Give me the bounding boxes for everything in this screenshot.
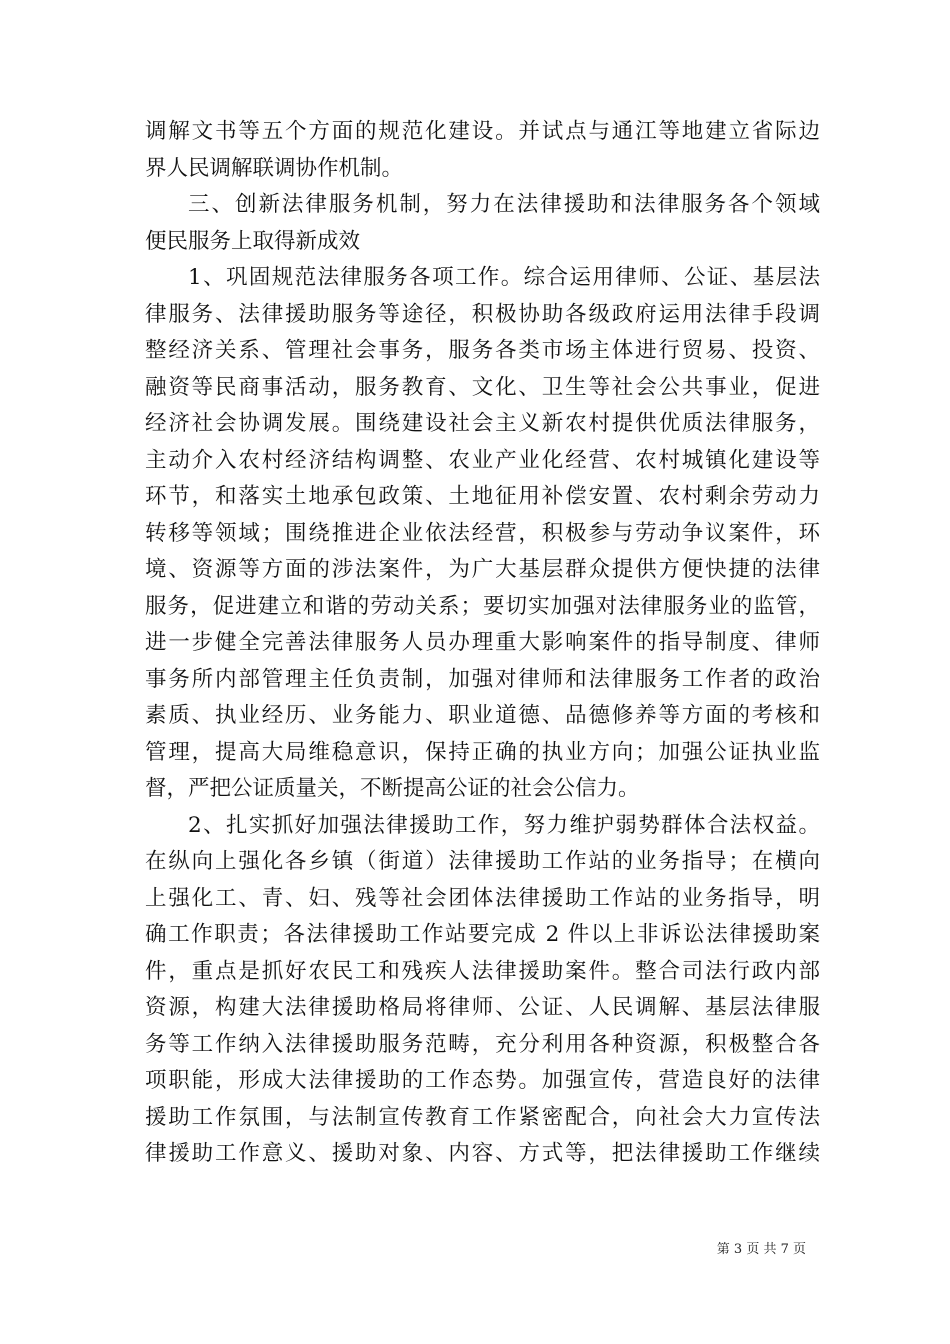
text-line: 律援助工作意义、援助对象、内容、方式等，把法律援助工作继续 [145,1141,820,1166]
text-line: 融资等民商事活动，服务教育、文化、卫生等社会公共事业，促进 [145,374,820,400]
text-line: 主动介入农村经济结构调整、农业产业化经营、农村城镇化建设等 [145,447,820,473]
text-line: 管理，提高大局维稳意识，保持正确的执业方向；加强公证执业监 [145,739,820,765]
text-line: 整经济关系、管理社会事务，服务各类市场主体进行贸易、投资、 [145,338,820,363]
text-line: 确工作职责；各法律援助工作站要完成 2 件以上非诉讼法律援助案 [145,922,820,947]
text-line: 经济社会协调发展。围绕建设社会主义新农村提供优质法律服务， [145,411,820,436]
text-line: 便民服务上取得新成效 [145,228,361,254]
text-line: 事务所内部管理主任负责制，加强对律师和法律服务工作者的政治 [145,666,820,692]
text-line: 境、资源等方面的涉法案件，为广大基层群众提供方便快捷的法律 [145,557,820,582]
text-line: 进一步健全完善法律服务人员办理重大影响案件的指导制度、律师 [145,630,820,655]
text-line: 1、巩固规范法律服务各项工作。综合运用律师、公证、基层法 [188,265,820,290]
text-line: 件，重点是抓好农民工和残疾人法律援助案件。整合司法行政内部 [145,958,820,984]
text-line: 督，严把公证质量关，不断提高公证的社会公信力。 [145,776,640,801]
text-line: 环节，和落实土地承包政策、土地征用补偿安置、农村剩余劳动力 [145,484,820,509]
text-line: 上强化工、青、妇、残等社会团体法律援助工作站的业务指导，明 [145,885,820,911]
text-line: 在纵向上强化各乡镇（街道）法律援助工作站的业务指导；在横向 [145,849,820,874]
text-line: 界人民调解联调协作机制。 [145,155,404,181]
page-number: 第 3 页 共 7 页 [716,1242,806,1257]
text-line: 转移等领域；围绕推进企业依法经营，积极参与劳动争议案件，环 [145,520,820,546]
text-line: 律服务、法律援助服务等途径，积极协助各级政府运用法律手段调 [145,301,820,327]
text-line: 项职能，形成大法律援助的工作态势。加强宣传，营造良好的法律 [145,1068,820,1093]
text-line: 调解文书等五个方面的规范化建设。并试点与通江等地建立省际边 [145,119,820,144]
text-line: 资源，构建大法律援助格局将律师、公证、人民调解、基层法律服 [145,995,820,1020]
text-line: 服务，促进建立和谐的劳动关系；要切实加强对法律服务业的监管， [145,593,820,619]
text-line: 素质、执业经历、业务能力、职业道德、品德修养等方面的考核和 [145,703,820,728]
text-line: 2、扎实抓好加强法律援助工作，努力维护弱势群体合法权益。 [188,812,820,838]
text-line: 援助工作氛围，与法制宣传教育工作紧密配合，向社会大力宣传法 [145,1104,820,1130]
text-line: 务等工作纳入法律援助服务范畴，充分利用各种资源，积极整合各 [145,1031,820,1057]
text-line: 三、创新法律服务机制，努力在法律援助和法律服务各个领域 [188,192,820,217]
document-body [145,114,820,1173]
